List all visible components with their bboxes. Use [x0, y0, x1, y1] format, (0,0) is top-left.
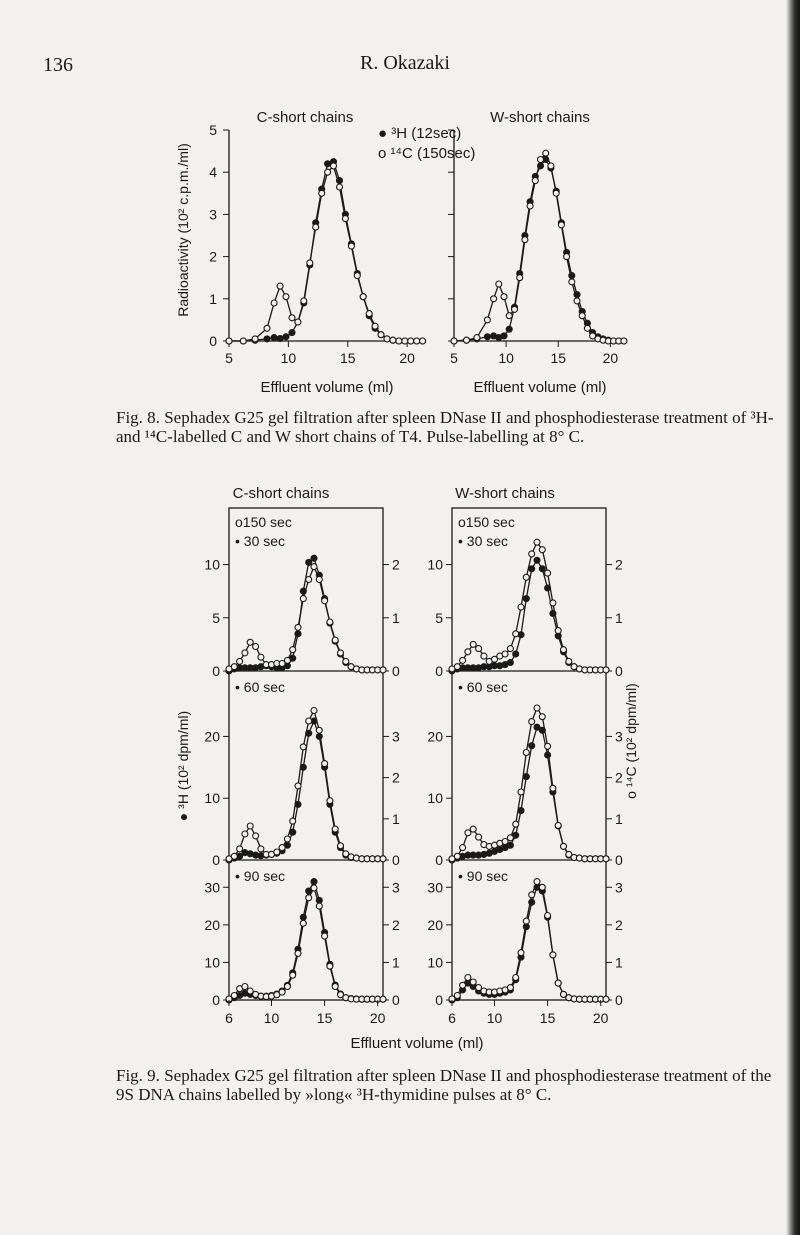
fig9-left-tick-label: 20	[204, 916, 220, 933]
fig9-column-title-c: C-short chains	[232, 485, 330, 502]
fig9-right-tick-label: 0	[615, 852, 623, 868]
fig8-x-tick-label: 5	[450, 350, 458, 366]
fig8-series-3-point	[579, 313, 585, 319]
fig9-row-label: o150 sec	[458, 514, 515, 530]
fig8-series-1-point	[348, 243, 354, 249]
fig8-series-3-point	[491, 296, 497, 302]
fig9-series-0-0-1-point	[295, 624, 301, 630]
fig8-series-1-point	[331, 163, 337, 169]
fig9-column-title-w: W-short chains	[455, 485, 555, 502]
fig9-right-tick-label: 2	[615, 556, 623, 573]
fig9-series-1-1-1-point	[465, 830, 471, 836]
fig9-left-tick-label: 0	[435, 663, 443, 679]
fig9-series-1-2-1-point	[454, 993, 460, 999]
fig8-y-tick-label: 3	[209, 206, 217, 223]
fig9-series-1-1-1-point	[539, 714, 545, 720]
fig9-x-tick-label: 15	[539, 1010, 556, 1026]
fig9-series-1-0-1-point	[518, 604, 524, 610]
fig9-right-tick-label: 2	[392, 769, 400, 786]
fig9-series-0-1-1-point	[300, 744, 306, 750]
fig9-series-1-1-1-point	[545, 743, 551, 749]
fig9-row-label: o150 sec	[235, 514, 292, 530]
fig9-series-0-2-1-point	[322, 933, 328, 939]
fig8-series-3-point	[496, 281, 502, 287]
fig9-series-1-2-1-point	[545, 913, 551, 919]
fig9-row-label-2: • 30 sec	[235, 533, 286, 549]
fig8-series-0-point	[289, 330, 295, 336]
fig9-x-tick-label: 10	[486, 1010, 503, 1026]
fig9-left-tick-label: 10	[427, 556, 443, 573]
fig9-row-label-2: • 30 sec	[458, 533, 509, 549]
figure-9-caption-label: Fig. 9.	[116, 1066, 160, 1085]
fig8-series-3-point	[621, 338, 627, 344]
fig9-series-1-2-1-point	[555, 980, 561, 986]
fig9-right-tick-label: 0	[392, 852, 400, 868]
fig9-series-1-1-1-point	[561, 843, 567, 849]
fig8-y-tick-label: 2	[209, 248, 217, 265]
fig8-series-3-point	[564, 254, 570, 260]
fig9-series-0-2-1-point	[306, 895, 312, 901]
fig8-series-3-point	[484, 317, 490, 323]
fig8-series-3-point	[506, 313, 512, 319]
fig9-series-0-0-0-line	[229, 558, 383, 671]
fig9-series-0-1-1-point	[258, 846, 264, 852]
fig8-series-1-point	[264, 325, 270, 331]
fig8-series-3-point	[548, 163, 554, 169]
fig9-series-1-2-1-point	[523, 918, 529, 924]
fig9-right-tick-label: 2	[392, 916, 400, 933]
fig8-y-tick-label: 0	[209, 333, 217, 349]
fig8-series-1-point	[283, 294, 289, 300]
fig8-y-tick-label: 1	[209, 290, 217, 307]
fig9-series-1-2-1-point	[603, 996, 609, 1002]
fig9-left-tick-label: 0	[435, 992, 443, 1008]
fig9-series-1-2-1-point	[518, 950, 524, 956]
fig8-series-1-point	[372, 323, 378, 329]
fig9-series-1-0-0-point	[539, 566, 545, 572]
fig8-series-1-point	[408, 338, 414, 344]
fig9-series-1-0-1-point	[454, 664, 460, 670]
fig9-series-0-2-1-point	[242, 984, 248, 990]
fig9-series-0-0-1-point	[242, 650, 248, 656]
figure-8-caption-text: Sephadex G25 gel filtration after spleen DNase II and phosphodiesterase treatment of ³H- and ¹⁴C-labelled C and W short chains of T4. Pulse-labelling at 8° C.	[116, 408, 774, 446]
fig8-series-1-point	[337, 184, 343, 190]
fig9-series-1-0-0-point	[534, 557, 540, 563]
fig9-series-0-2-1-point	[284, 984, 290, 990]
fig8-series-0-point	[277, 336, 283, 342]
fig9-series-0-1-1-point	[306, 718, 312, 724]
fig8-series-0-point	[283, 334, 289, 340]
fig9-series-0-1-1-point	[284, 836, 290, 842]
fig9-left-tick-label: 10	[427, 790, 443, 807]
fig9-row-label: • 60 sec	[458, 679, 509, 695]
fig8-series-3-point	[517, 275, 523, 281]
fig9-right-tick-label: 3	[615, 879, 623, 896]
fig8-x-tick-label: 5	[225, 350, 233, 366]
fig8-y-axis-label: Radioactivity (10² c.p.m./ml)	[175, 143, 191, 317]
fig9-series-1-0-1-point	[513, 631, 519, 637]
fig8-series-1-point	[414, 338, 420, 344]
fig8-series-2-point	[501, 333, 507, 339]
fig9-series-0-1-1-point	[380, 856, 386, 862]
fig9-right-tick-label: 2	[615, 769, 623, 786]
fig8-x-tick-label: 20	[399, 350, 415, 366]
fig9-series-1-2-1-point	[470, 979, 476, 985]
fig9-series-0-2-1-point	[295, 950, 301, 956]
fig8-series-1-point	[226, 338, 232, 344]
fig9-series-1-0-1-point	[465, 649, 471, 655]
fig9-series-0-0-1-point	[311, 564, 317, 570]
fig8-series-1-point	[325, 169, 331, 175]
fig9-series-0-2-1-point	[279, 989, 285, 995]
fig9-series-1-0-1-point	[561, 647, 567, 653]
fig9-series-1-1-0-point	[507, 842, 513, 848]
fig8-series-1-point	[342, 216, 348, 222]
fig8-series-1-point	[301, 298, 307, 304]
fig9-series-0-1-1-point	[231, 853, 237, 859]
fig9-series-0-2-1-point	[231, 993, 237, 999]
fig9-series-1-2-1-point	[507, 985, 513, 991]
fig9-x-axis-label: Effluent volume (ml)	[350, 1035, 484, 1052]
fig9-series-1-1-1-point	[523, 750, 529, 756]
fig9-series-1-1-1-point	[529, 719, 535, 725]
fig9-left-tick-label: 0	[435, 852, 443, 868]
fig9-series-0-0-1-point	[300, 596, 306, 602]
fig9-left-tick-label: 0	[212, 992, 220, 1008]
fig8-x-tick-label: 20	[602, 350, 619, 366]
fig9-series-0-0-1-point	[338, 650, 344, 656]
fig9-series-1-0-0-point	[513, 651, 519, 657]
fig9-right-tick-label: 0	[615, 992, 623, 1008]
fig8-series-1-point	[360, 294, 366, 300]
fig9-series-1-1-1-point	[454, 853, 460, 859]
fig8-series-1-point	[277, 283, 283, 289]
fig9-series-0-0-1-line	[229, 567, 383, 670]
fig9-left-tick-label: 20	[204, 728, 220, 745]
fig9-series-1-2-1-point	[550, 952, 556, 958]
fig8-series-3-point	[527, 203, 533, 209]
fig9-series-1-1-1-line	[452, 708, 606, 859]
fig9-series-0-1-1-point	[327, 798, 333, 804]
fig9-series-1-0-1-point	[523, 574, 529, 580]
fig8-series-1-point	[390, 337, 396, 343]
fig8-panel-title-c: C-short chains	[256, 109, 354, 126]
fig9-series-1-0-1-point	[566, 658, 572, 664]
fig9-series-0-2-1-point	[290, 972, 296, 978]
fig9-series-1-1-1-point	[470, 826, 476, 832]
fig9-series-1-0-1-point	[460, 657, 466, 663]
fig8-series-1-point	[240, 338, 246, 344]
fig9-series-1-2-1-point	[539, 884, 545, 890]
fig9-series-1-1-1-point	[518, 789, 524, 795]
fig9-series-1-0-1-point	[481, 653, 487, 659]
fig9-series-0-0-1-point	[231, 664, 237, 670]
fig8-y-tick-label: 5	[209, 122, 217, 138]
fig8-x-tick-label: 10	[280, 350, 297, 366]
fig8-panel-title-w: W-short chains	[490, 109, 590, 126]
fig9-series-0-1-1-point	[322, 761, 328, 767]
fig8-series-1-point	[307, 260, 313, 266]
fig9-series-1-0-0-point	[529, 566, 535, 572]
fig9-series-1-0-1-line	[452, 542, 606, 670]
fig8-series-3-point	[574, 298, 580, 304]
fig9-series-0-1-1-point	[253, 833, 259, 839]
fig8-series-1-point	[384, 336, 390, 342]
fig9-right-tick-label: 1	[392, 609, 400, 626]
fig9-left-tick-label: 0	[212, 663, 220, 679]
fig9-series-1-2-1-point	[529, 892, 535, 898]
fig9-left-tick-label: 20	[427, 916, 443, 933]
fig9-right-tick-label: 0	[615, 663, 623, 679]
fig9-series-1-1-1-point	[460, 845, 466, 851]
fig9-series-0-2-1-point	[300, 920, 306, 926]
fig8-x-axis-label: Effluent volume (ml)	[473, 379, 607, 396]
fig9-series-0-1-1-point	[295, 783, 301, 789]
fig9-right-tick-label: 1	[615, 810, 623, 827]
fig8-series-1-point	[289, 315, 295, 321]
fig9-series-0-2-1-point	[311, 885, 317, 891]
fig9-series-0-0-1-point	[290, 647, 296, 653]
fig9-right-tick-label: 2	[392, 556, 400, 573]
fig9-series-1-0-1-point	[555, 628, 561, 634]
fig9-series-0-2-1-point	[332, 984, 338, 990]
fig8-x-tick-label: 10	[498, 350, 514, 366]
fig8-series-1-line	[229, 166, 423, 341]
fig9-series-1-0-1-point	[470, 641, 476, 647]
fig8-series-3-point	[474, 335, 480, 341]
fig9-right-tick-label: 3	[392, 879, 400, 896]
fig9-series-0-1-1-point	[332, 826, 338, 832]
fig9-series-1-1-1-point	[550, 785, 556, 791]
fig8-series-3-point	[512, 306, 518, 312]
fig9-right-tick-label: 2	[615, 916, 623, 933]
fig8-series-3-point	[451, 338, 457, 344]
fig8-series-0-point	[271, 335, 277, 341]
fig8-series-1-point	[402, 338, 408, 344]
fig9-row-label: • 90 sec	[458, 868, 509, 884]
fig9-right-tick-label: 3	[392, 728, 400, 745]
figure-8-caption	[116, 408, 776, 446]
fig9-series-0-0-1-point	[343, 658, 349, 664]
fig9-x-tick-label: 6	[448, 1010, 456, 1026]
fig9-left-tick-label: 30	[204, 879, 220, 896]
fig9-series-0-1-1-point	[338, 843, 344, 849]
fig9-series-0-1-1-point	[290, 818, 296, 824]
fig8-series-3-line	[454, 153, 624, 341]
fig9-series-0-1-1-point	[316, 727, 322, 733]
figure-8-caption-label: Fig. 8.	[116, 408, 160, 427]
fig9-series-1-1-1-point	[502, 839, 508, 845]
fig8-series-0-line	[229, 162, 423, 341]
fig8-series-1-point	[252, 336, 258, 342]
fig9-left-tick-label: 20	[427, 728, 443, 745]
fig9-left-tick-label: 5	[435, 609, 443, 626]
fig8-series-1-point	[420, 338, 426, 344]
fig9-series-0-1-1-line	[229, 711, 383, 859]
fig9-series-0-2-1-point	[327, 963, 333, 969]
running-head: R. Okazaki	[360, 52, 450, 74]
fig9-left-tick-label: 30	[427, 879, 443, 896]
page-edge-shadow	[786, 0, 800, 1235]
fig9-x-tick-label: 15	[316, 1010, 333, 1026]
fig9-series-1-0-1-point	[529, 551, 535, 557]
fig9-series-0-1-1-point	[242, 831, 248, 837]
fig9-series-0-1-0-line	[229, 721, 383, 860]
fig9-series-0-0-1-point	[327, 619, 333, 625]
fig9-left-tick-label: 5	[212, 609, 220, 626]
fig9-series-1-0-1-point	[545, 570, 551, 576]
fig9-row-label: • 90 sec	[235, 868, 286, 884]
fig9-left-tick-label: 0	[212, 852, 220, 868]
fig9-right-tick-label: 1	[392, 810, 400, 827]
fig8-series-2-point	[484, 334, 490, 340]
fig9-left-tick-label: 10	[204, 954, 220, 971]
fig9-x-tick-label: 20	[592, 1010, 609, 1026]
fig8-series-1-point	[319, 190, 325, 196]
fig9-series-0-0-1-point	[380, 667, 386, 673]
fig8-x-tick-label: 15	[339, 350, 356, 366]
fig9-series-1-0-0-point	[507, 660, 513, 666]
fig9-series-0-0-1-point	[322, 598, 328, 604]
fig8-x-axis-label: Effluent volume (ml)	[260, 379, 394, 396]
fig9-series-0-0-1-point	[316, 577, 322, 583]
fig9-series-0-1-1-point	[279, 845, 285, 851]
fig9-series-0-0-1-point	[258, 654, 264, 660]
fig9-series-1-2-1-point	[460, 982, 466, 988]
fig9-series-0-1-1-point	[247, 823, 253, 829]
fig9-series-0-0-1-point	[306, 577, 312, 583]
fig8-series-1-point	[396, 338, 402, 344]
fig8-series-3-point	[569, 279, 575, 285]
fig9-series-1-2-1-point	[513, 975, 519, 981]
fig9-series-1-1-1-point	[476, 834, 482, 840]
fig8-series-1-point	[378, 332, 384, 338]
fig9-series-1-0-1-point	[550, 600, 556, 606]
fig9-series-1-1-1-point	[555, 822, 561, 828]
fig8-series-3-point	[558, 222, 564, 228]
page-number: 136	[43, 54, 73, 76]
fig8-series-3-point	[584, 325, 590, 331]
fig8-legend-3h: ● ³H (12sec)	[378, 125, 462, 142]
fig9-series-0-2-1-point	[380, 996, 386, 1002]
fig8-series-3-point	[538, 157, 544, 163]
fig8-series-1-point	[271, 300, 277, 306]
fig9-series-0-1-1-point	[311, 708, 317, 714]
fig8-y-tick-label: 4	[209, 164, 217, 181]
fig9-left-tick-label: 10	[204, 790, 220, 807]
fig9-left-tick-label: 10	[204, 556, 220, 573]
fig9-series-0-0-1-point	[253, 644, 259, 650]
fig9-series-1-1-1-point	[513, 821, 519, 827]
fig9-series-1-1-0-point	[523, 774, 529, 780]
fig8-x-tick-label: 15	[550, 350, 567, 366]
fig8-series-3-point	[501, 294, 507, 300]
fig8-series-3-point	[543, 150, 549, 156]
figure-9-caption-text: Sephadex G25 gel filtration after spleen DNase II and phosphodiesterase treatment of the 9S DNA chains labelled by »long« ³H-thymidine pulses at 8° C.	[116, 1066, 772, 1104]
fig9-series-1-0-0-point	[523, 596, 529, 602]
fig8-legend-14c: o ¹⁴C (150sec)	[378, 145, 476, 162]
fig9-series-1-2-1-point	[534, 879, 540, 885]
fig9-series-1-1-1-point	[507, 835, 513, 841]
fig9-x-tick-label: 20	[369, 1010, 386, 1026]
fig9-row-label: • 60 sec	[235, 679, 286, 695]
fig8-series-3-point	[532, 178, 538, 184]
fig9-series-1-1-0-point	[545, 752, 551, 758]
fig8-series-1-point	[354, 273, 360, 279]
fig9-series-1-1-0-point	[529, 743, 535, 749]
fig9-series-0-0-0-point	[306, 559, 312, 565]
fig8-series-3-point	[553, 190, 559, 196]
fig9-right-tick-label: 1	[615, 609, 623, 626]
fig9-left-tick-label: 10	[427, 954, 443, 971]
fig9-right-tick-label: 0	[392, 992, 400, 1008]
fig8-series-3-point	[522, 237, 528, 243]
fig8-series-0-point	[325, 161, 331, 167]
fig9-series-1-0-1-point	[502, 651, 508, 657]
fig9-series-1-0-1-point	[534, 539, 540, 545]
figure-9-caption	[116, 1066, 776, 1104]
fig8-series-1-point	[295, 319, 301, 325]
fig8-series-1-point	[366, 311, 372, 317]
fig9-series-0-0-1-point	[284, 657, 290, 663]
fig9-series-0-2-0-point	[311, 879, 317, 885]
fig9-right-tick-label: 0	[392, 663, 400, 679]
fig9-x-tick-label: 10	[263, 1010, 280, 1026]
fig9-y-axis-label-right: o ¹⁴C (10² dpm/ml)	[623, 683, 639, 799]
fig9-right-tick-label: 3	[615, 728, 623, 745]
fig9-series-0-1-1-point	[237, 846, 243, 852]
fig9-series-0-2-1-point	[316, 903, 322, 909]
fig9-series-0-1-1-point	[274, 849, 280, 855]
fig9-series-1-0-1-point	[507, 646, 513, 652]
fig9-series-0-0-1-point	[247, 639, 253, 645]
fig8-series-2-line	[454, 160, 624, 342]
fig9-series-0-0-1-point	[332, 637, 338, 643]
fig8-series-0-point	[264, 336, 270, 342]
fig8-series-2-point	[506, 326, 512, 332]
fig9-right-tick-label: 1	[615, 954, 623, 971]
fig9-right-tick-label: 1	[392, 954, 400, 971]
fig8-series-3-point	[464, 337, 470, 343]
fig9-series-1-0-1-point	[476, 646, 482, 652]
fig9-series-1-2-1-point	[465, 975, 471, 981]
fig9-series-1-0-1-point	[539, 547, 545, 553]
fig9-y-axis-label-left: ● ³H (10² dpm/ml)	[175, 710, 191, 822]
fig8-series-1-point	[313, 224, 319, 230]
fig9-series-1-1-1-point	[603, 856, 609, 862]
fig9-series-1-1-1-point	[534, 705, 540, 711]
fig9-series-1-0-1-point	[603, 667, 609, 673]
fig9-x-tick-label: 6	[225, 1010, 233, 1026]
fig9-series-0-0-1-point	[237, 658, 243, 664]
fig9-series-0-0-0-point	[311, 555, 317, 561]
